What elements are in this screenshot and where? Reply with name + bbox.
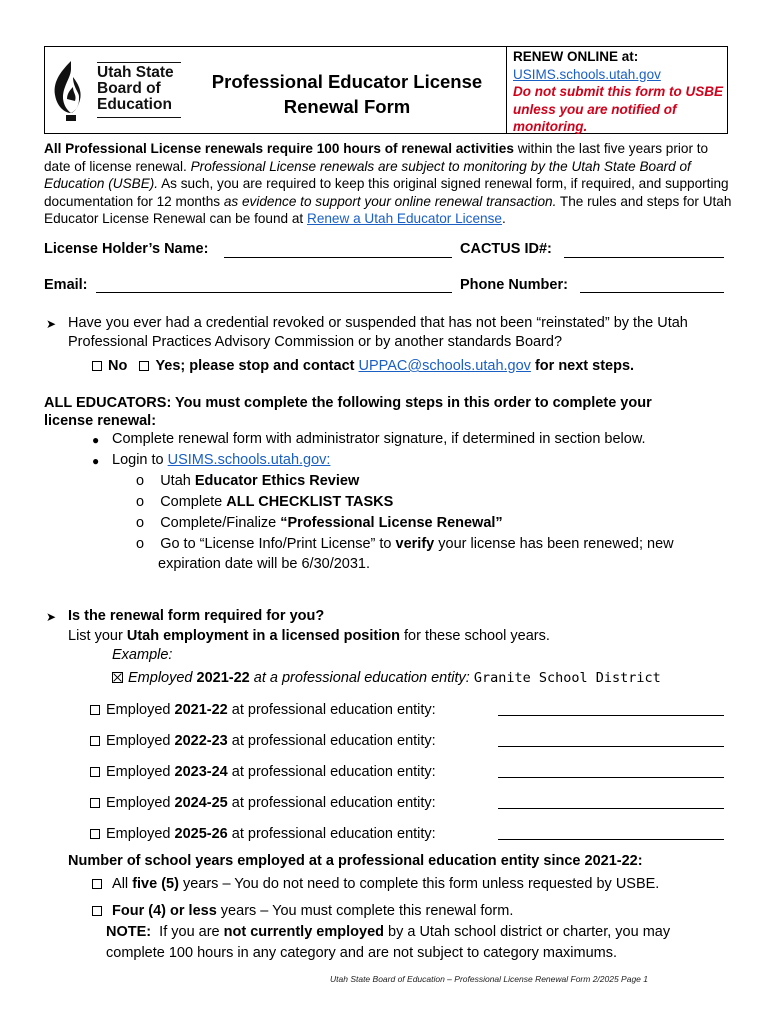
phone-number-label: Phone Number:	[460, 277, 568, 293]
note-line1: NOTE: If you are not currently employed by a Utah school district or charter, you may	[106, 924, 671, 940]
renew-license-link[interactable]: Renew a Utah Educator License	[307, 211, 502, 227]
example-entity: Granite School District	[473, 670, 661, 686]
renew-online-box	[506, 46, 729, 134]
usims-login-link[interactable]: USIMS.schools.utah.gov:	[167, 452, 331, 468]
form-title: Professional Educator License Renewal Form	[211, 71, 483, 117]
checked-checkbox-icon	[112, 672, 123, 683]
submit-warning: Do not submit this form to USBE unless you are notified of monitoring.	[513, 84, 723, 134]
employment-row: Employed 2022-23 at professional education entity:	[90, 733, 436, 749]
form-header	[44, 46, 728, 134]
bullet-icon: ●	[92, 454, 100, 468]
entity-field[interactable]	[498, 715, 724, 716]
four-or-less-checkbox[interactable]	[92, 906, 102, 916]
all-educators-heading: ALL EDUCATORS: You must complete the following steps in this order to complete your license renewal:	[44, 395, 652, 429]
employment-checkbox[interactable]	[90, 767, 100, 777]
substep-verify-line2: expiration date will be 6/30/2031.	[158, 556, 371, 572]
example-label: Example:	[112, 647, 173, 663]
employment-row: Employed 2024-25 at professional education entity:	[90, 795, 436, 811]
usims-link[interactable]: USIMS.schools.utah.gov	[513, 66, 661, 82]
license-holder-name-label: License Holder’s Name:	[44, 241, 209, 257]
bullet-icon: ●	[92, 433, 100, 447]
email-label: Email:	[44, 277, 88, 293]
no-checkbox[interactable]	[92, 361, 102, 371]
cactus-id-label: CACTUS ID#:	[460, 241, 552, 257]
substep-verify: o Go to “License Info/Print License” to verify your license has been renewed; new	[136, 536, 674, 552]
employment-checkbox[interactable]	[90, 736, 100, 746]
entity-field[interactable]	[498, 777, 724, 778]
revoked-question: Have you ever had a credential revoked or suspended that has not been “reinstated” by the Utah Professional Practices Advisory Commission or by another standards Board?	[68, 315, 688, 350]
entity-field[interactable]	[498, 808, 724, 809]
all-five-option: All five (5) years – You do not need to complete this form unless requested by USBE.	[92, 876, 659, 892]
step-login: Login to USIMS.schools.utah.gov:	[112, 452, 331, 468]
substep-ethics-review: o Utah Educator Ethics Review	[136, 473, 360, 489]
note-line2: complete 100 hours in any category and are not subject to category maximums.	[106, 945, 617, 961]
employment-row: Employed 2021-22 at professional education entity:	[90, 702, 436, 718]
logo-text: Utah State Board of Education	[97, 64, 174, 113]
yes-checkbox[interactable]	[139, 361, 149, 371]
employment-row: Employed 2023-24 at professional education entity:	[90, 764, 436, 780]
example-row: Employed 2021-22 at a professional education entity: Granite School District	[112, 670, 661, 686]
employment-checkbox[interactable]	[90, 705, 100, 715]
step-complete-form: Complete renewal form with administrator signature, if determined in section below.	[112, 431, 646, 447]
four-or-less-option: Four (4) or less years – You must complete this renewal form.	[92, 903, 513, 919]
cactus-id-field[interactable]	[564, 257, 724, 258]
employment-checkbox[interactable]	[90, 798, 100, 808]
substep-finalize: o Complete/Finalize “Professional License Renewal”	[136, 515, 503, 531]
license-holder-name-field[interactable]	[224, 257, 452, 258]
all-five-checkbox[interactable]	[92, 879, 102, 889]
no-label: No	[108, 358, 128, 374]
list-employment-instruction: List your Utah employment in a licensed position for these school years.	[68, 628, 550, 644]
yes-label: Yes; please stop and contact	[155, 358, 355, 374]
intro-paragraph: All Professional License renewals require 100 hours of renewal activities within the last five years prior to date of license renewal. Professional License renewals are subject to monitoring by the Utah State Board of Education (USBE). As such, you are required to keep this original signed renewal form, if required, and supporting documentation for 12 months as evidence to support your online renewal transaction. The rules and steps for Utah Educator License Renewal can be found at Renew a Utah Educator License.	[44, 141, 732, 227]
renew-online-label: RENEW ONLINE at:	[513, 49, 639, 64]
employment-checkbox[interactable]	[90, 829, 100, 839]
arrow-bullet-icon: ➤	[46, 317, 57, 331]
entity-field[interactable]	[498, 839, 724, 840]
revoked-answer-row: No Yes; please stop and contact UPPAC@schools.utah.gov for next steps.	[92, 358, 634, 374]
email-field[interactable]	[96, 292, 452, 293]
number-years-heading: Number of school years employed at a professional education entity since 2021-22:	[68, 853, 643, 869]
uppac-email-link[interactable]: UPPAC@schools.utah.gov	[358, 358, 531, 374]
arrow-bullet-icon: ➤	[46, 610, 57, 624]
required-question: Is the renewal form required for you?	[68, 608, 325, 624]
entity-field[interactable]	[498, 746, 724, 747]
page-footer: Utah State Board of Education – Professional License Renewal Form 2/2025 Page 1	[330, 974, 648, 984]
employment-row: Employed 2025-26 at professional education entity:	[90, 826, 436, 842]
usbe-logo	[49, 57, 189, 127]
flame-torch-icon	[49, 59, 93, 123]
substep-checklist: o Complete ALL CHECKLIST TASKS	[136, 494, 394, 510]
phone-number-field[interactable]	[580, 292, 724, 293]
